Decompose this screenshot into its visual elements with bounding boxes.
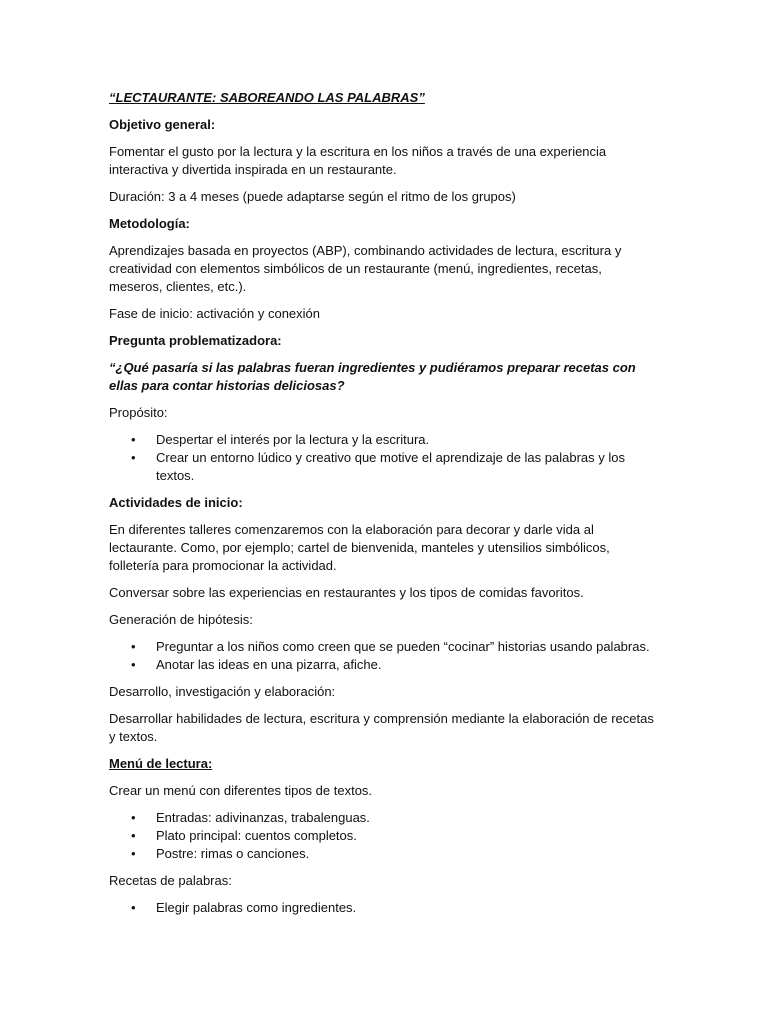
list-item [109, 845, 657, 863]
menu-heading: Menú de lectura: [109, 756, 213, 771]
pregunta-heading: Pregunta problematizadora: [109, 333, 282, 348]
list-item [109, 809, 657, 827]
menu-intro: Crear un menú con diferentes tipos de textos. [109, 783, 373, 798]
desarrollo-heading: Desarrollo, investigación y elaboración: [109, 684, 336, 699]
pregunta-text: “¿Qué pasaría si las palabras fueran ingredientes y pudiéramos preparar recetas con ellas para contar historias deliciosas? [109, 360, 636, 393]
document-title: “LECTAURANTE: SABOREANDO LAS PALABRAS” [109, 90, 425, 105]
list-item [109, 449, 657, 485]
actividades-inicio-heading: Actividades de inicio: [109, 495, 243, 510]
list-item [109, 431, 657, 449]
actividades-inicio-p1: En diferentes talleres comenzaremos con la elaboración para decorar y darle vida al lectaurante. Como, por ejemplo; cartel de bienvenida, manteles y utensilios simbólicos, folletería para promocionar la actividad. [109, 522, 610, 573]
recetas-heading: Recetas de palabras: [109, 873, 232, 888]
list-item [109, 656, 657, 674]
list-item-text: Crear un entorno lúdico y creativo que motive el aprendizaje de las palabras y los textos. [156, 450, 625, 483]
hipotesis-list [109, 638, 657, 674]
bullet-icon: • [131, 900, 136, 915]
menu-list [109, 809, 657, 863]
hipotesis-heading: Generación de hipótesis: [109, 612, 253, 627]
list-item-text: Despertar el interés por la lectura y la escritura. [156, 432, 430, 447]
list-item [109, 827, 657, 845]
list-item-text: Anotar las ideas en una pizarra, afiche. [156, 657, 382, 672]
metodologia-heading: Metodología: [109, 216, 190, 231]
desarrollo-text: Desarrollar habilidades de lectura, escritura y comprensión mediante la elaboración de recetas y textos. [109, 711, 654, 744]
bullet-icon: • [131, 432, 136, 447]
proposito-list [109, 431, 657, 485]
list-item [109, 899, 657, 917]
bullet-icon: • [131, 657, 136, 672]
list-item [109, 638, 657, 656]
objetivo-text: Fomentar el gusto por la lectura y la escritura en los niños a través de una experiencia interactiva y divertida inspirada en un restaurante. [109, 144, 607, 177]
bullet-icon: • [131, 828, 136, 843]
list-item-text: Elegir palabras como ingredientes. [156, 900, 357, 915]
metodologia-text: Aprendizajes basada en proyectos (ABP), combinando actividades de lectura, escritura y creatividad con elementos simbólicos de un restaurante (menú, ingredientes, recetas, meseros, clientes, etc.). [109, 243, 622, 294]
bullet-icon: • [131, 846, 136, 861]
document-body [109, 89, 657, 926]
duracion-text: Duración: 3 a 4 meses (puede adaptarse según el ritmo de los grupos) [109, 189, 516, 204]
fase-inicio-text: Fase de inicio: activación y conexión [109, 306, 321, 321]
bullet-icon: • [131, 450, 136, 465]
bullet-icon: • [131, 639, 136, 654]
proposito-heading: Propósito: [109, 405, 168, 420]
bullet-icon: • [131, 810, 136, 825]
list-item-text: Postre: rimas o canciones. [156, 846, 310, 861]
list-item-text: Plato principal: cuentos completos. [156, 828, 357, 843]
list-item-text: Entradas: adivinanzas, trabalenguas. [156, 810, 370, 825]
objetivo-heading: Objetivo general: [109, 117, 216, 132]
actividades-inicio-p2: Conversar sobre las experiencias en restaurantes y los tipos de comidas favoritos. [109, 585, 584, 600]
list-item-text: Preguntar a los niños como creen que se pueden “cocinar” historias usando palabras. [156, 639, 650, 654]
recetas-list [109, 899, 657, 917]
